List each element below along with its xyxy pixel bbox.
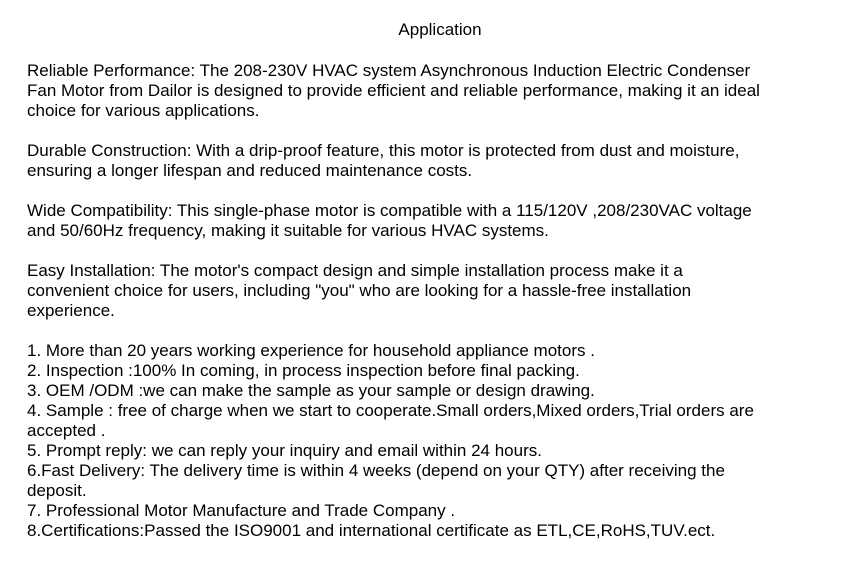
list-item: 4. Sample : free of charge when we start to cooperate.Small orders,Mixed orders,Trial orders are accepted . xyxy=(27,401,754,440)
list-item: 6.Fast Delivery: The delivery time is within 4 weeks (depend on your QTY) after receiving the deposit. xyxy=(27,461,725,500)
paragraph-easy-installation: Easy Installation: The motor's compact design and simple installation process make it a convenient choice for users, including "you" who are looking for a hassle-free installation experience. xyxy=(27,261,692,320)
list-item: 2. Inspection :100% In coming, in process inspection before final packing. xyxy=(27,361,580,380)
list-item: 7. Professional Motor Manufacture and Trade Company . xyxy=(27,501,456,520)
paragraph-durable-construction: Durable Construction: With a drip-proof feature, this motor is protected from dust and moisture, ensuring a longer lifespan and reduced maintenance costs. xyxy=(27,141,740,180)
feature-list xyxy=(27,341,857,541)
list-item: 3. OEM /ODM :we can make the sample as your sample or design drawing. xyxy=(27,381,595,400)
paragraph-wide-compatibility: Wide Compatibility: This single-phase motor is compatible with a 115/120V ,208/230VAC voltage and 50/60Hz frequency, making it suitable for various HVAC systems. xyxy=(27,201,752,240)
paragraph-reliable-performance: Reliable Performance: The 208-230V HVAC system Asynchronous Induction Electric Condenser Fan Motor from Dailor is designed to provide efficient and reliable performance, making it an ideal choice for various applications. xyxy=(27,61,760,120)
document-page xyxy=(27,20,857,541)
list-item: 1. More than 20 years working experience for household appliance motors . xyxy=(27,341,595,360)
list-item: 5. Prompt reply: we can reply your inquiry and email within 24 hours. xyxy=(27,441,542,460)
list-item: 8.Certifications:Passed the ISO9001 and international certificate as ETL,CE,RoHS,TUV.ect. xyxy=(27,521,716,540)
document-title: Application xyxy=(398,20,482,39)
